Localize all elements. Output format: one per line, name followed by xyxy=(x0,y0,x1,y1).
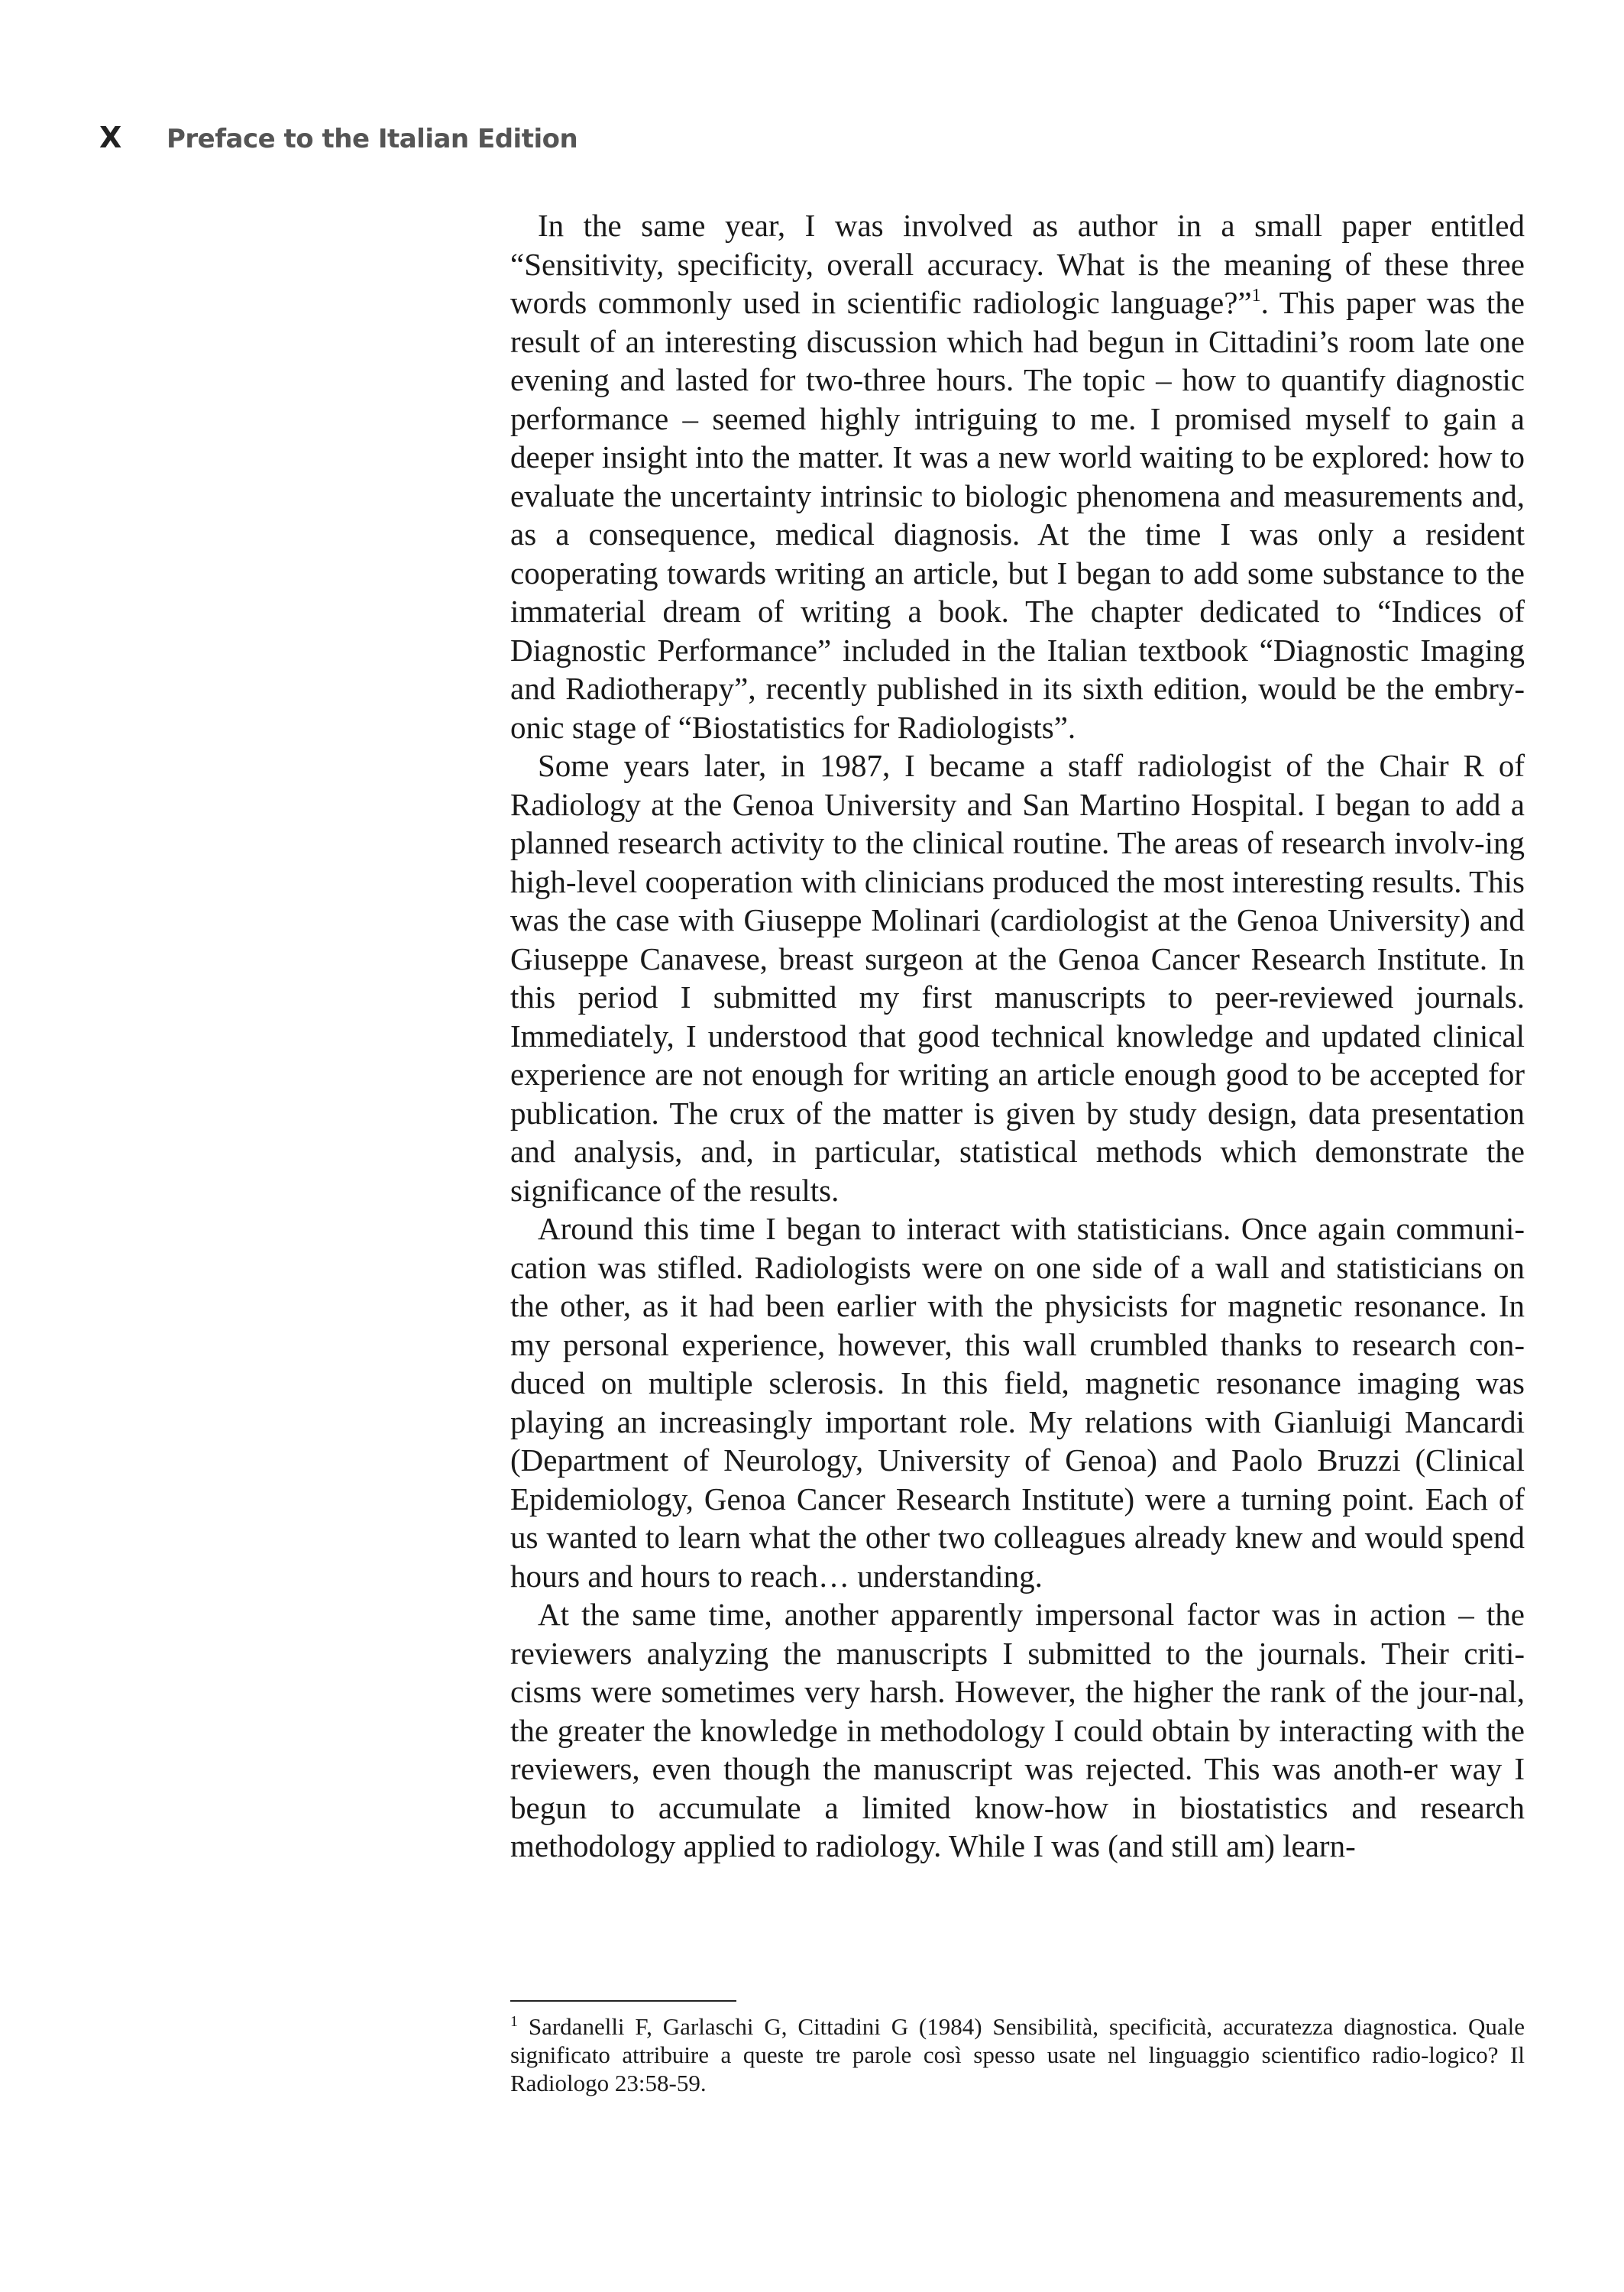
paragraph-4: At the same time, another apparently impersonal factor was in action – the reviewers analyzing the manuscripts I submitted to the journals. Their criti-cisms were sometimes very harsh. However, the higher the rank of the jour-nal, the greater the knowledge in methodology I could obtain by interacting with the reviewers, even though the manuscript was rejected. This was anoth-er way I begun to accumulate a limited know-how in biostatistics and research methodology applied to radiology. While I was (and still am) learn- xyxy=(510,1597,1525,1863)
running-title: Preface to the Italian Edition xyxy=(167,124,578,154)
footnote-reference: 1 xyxy=(1251,286,1261,306)
paragraph-1 xyxy=(510,206,1525,746)
paragraph-1-text-before-note: In the same year, I was involved as author in a small paper entitled “Sensitivity, specificity, overall accuracy. What is the meaning of these three words commonly used in scientific radiologic language?” xyxy=(510,208,1525,320)
running-head xyxy=(99,121,577,154)
page-number: X xyxy=(99,121,121,154)
footnote-divider xyxy=(510,2000,736,2002)
paragraph-3: Around this time I began to interact with statisticians. Once again communi-cation was stifled. Radiologists were on one side of a wall and statisticians on the other, as it had been earlier with the physicists for magnetic resonance. In my personal experience, however, this wall crumbled thanks to research con-duced on multiple sclerosis. In this field, magnetic resonance imaging was playing an increasingly important role. My relations with Gianluigi Mancardi (Department of Neurology, University of Genoa) and Paolo Bruzzi (Clinical Epidemiology, Genoa Cancer Research Institute) were a turning point. Each of us wanted to learn what the other two colleagues already knew and would spend hours and hours to reach… understanding. xyxy=(510,1211,1525,1594)
body-text xyxy=(510,206,1525,1866)
footnote xyxy=(510,2012,1525,2097)
paragraph-1-text-after-note: . This paper was the result of an interesting discussion which had begun in Cittadini’s room late one evening and lasted for two-three hours. The topic – how to quantify diagnostic performance – seemed highly intriguing to me. I promised myself to gain a deeper insight into the matter. It was a new world waiting to be explored: how to evaluate the uncertainty intrinsic to biologic phenomena and measurements and, as a consequence, medical diagnosis. At the time I was only a resident cooperating towards writing an article, but I began to add some substance to the immaterial dream of writing a book. The chapter dedicated to “Indices of Diagnostic Performance” included in the Italian textbook “Diagnostic Imaging and Radiotherapy”, recently published in its sixth edition, would be the embry-onic stage of “Biostatistics for Radiologists”. xyxy=(510,285,1525,745)
footnote-marker: 1 xyxy=(510,2013,518,2030)
paragraph-2: Some years later, in 1987, I became a staff radiologist of the Chair R of Radiology at the Genoa University and San Martino Hospital. I began to add a planned research activity to the clinical routine. The areas of research involv-ing high-level cooperation with clinicians produced the most interesting results. This was the case with Giuseppe Molinari (cardiologist at the Genoa University) and Giuseppe Canavese, breast surgeon at the Genoa Cancer Research Institute. In this period I submitted my first manuscripts to peer-reviewed journals. Immediately, I understood that good technical knowledge and updated clinical experience are not enough for writing an article enough good to be accepted for publication. The crux of the matter is given by study design, data presentation and analysis, and, in particular, statistical methods which demonstrate the significance of the results. xyxy=(510,748,1525,1208)
footnote-text: Sardanelli F, Garlaschi G, Cittadini G (1984) Sensibilità, specificità, accuratezza diagnostica. Quale significato attribuire a queste tre parole così spesso usate nel linguaggio scientifico radio-logico? Il Radiologo 23:58-59. xyxy=(510,2013,1525,2096)
